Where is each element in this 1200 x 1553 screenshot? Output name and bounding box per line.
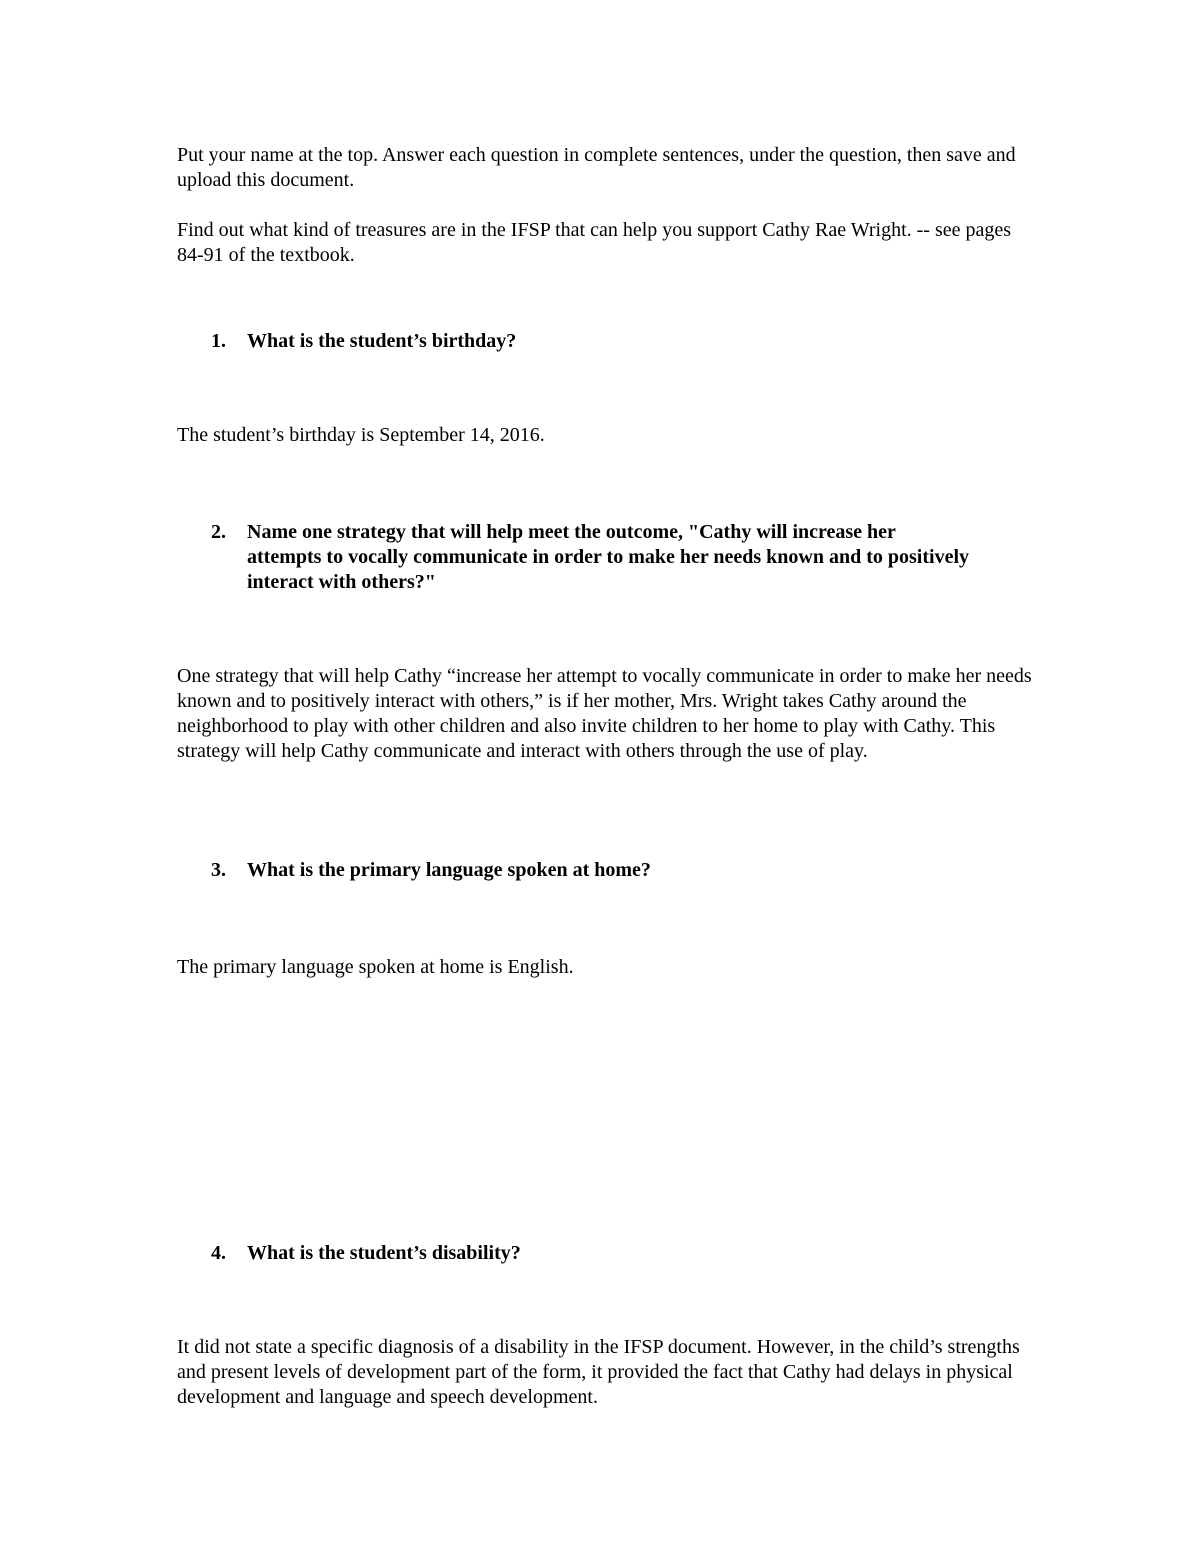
question-heading [211,520,971,595]
instruction-paragraph: Find out what kind of treasures are in the IFSP that can help you support Cathy Rae Wright. -- see pages 84-91 of the textbook. [177,219,1012,266]
answer-paragraph: The primary language spoken at home is English. [177,956,574,978]
question-text: What is the student’s birthday? [247,330,517,352]
question-number: 4. [211,1242,226,1264]
question-number: 2. [211,521,226,543]
question-number: 3. [211,859,226,881]
question-heading [211,329,971,354]
question-number: 1. [211,330,226,352]
question-text: What is the primary language spoken at home? [247,859,651,881]
question-heading [211,1241,971,1266]
answer-paragraph: It did not state a specific diagnosis of a disability in the IFSP document. However, in the child’s strengths and present levels of development part of the form, it provided the fact that Cathy had delays in physical development and language and speech development. [177,1336,1020,1408]
question-text: Name one strategy that will help meet the outcome, "Cathy will increase her attempts to vocally communicate in order to make her needs known and to positively interact with others?" [247,521,970,593]
question-text: What is the student’s disability? [247,1242,521,1264]
answer-paragraph: One strategy that will help Cathy “increase her attempt to vocally communicate in order to make her needs known and to positively interact with others,” is if her mother, Mrs. Wright takes Cathy around the neighborhood to play with other children and also invite children to her home to play with Cathy. This strategy will help Cathy communicate and interact with others through the use of play. [177,665,1032,762]
instruction-paragraph: Put your name at the top. Answer each question in complete sentences, under the question, then save and upload this document. [177,144,1016,191]
question-heading [211,858,971,883]
answer-paragraph: The student’s birthday is September 14, 2016. [177,424,545,446]
